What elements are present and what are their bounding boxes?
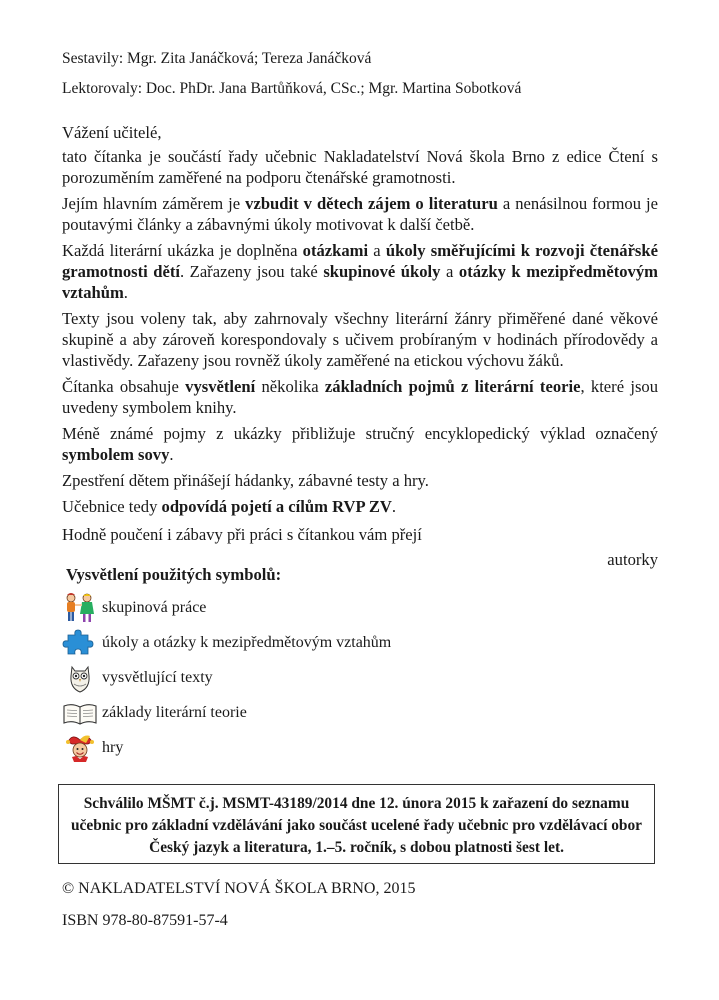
footer bbox=[62, 880, 415, 944]
legend-label-games: hry bbox=[102, 738, 124, 756]
paragraph-7: Zpestření dětem přinášejí hádanky, zábavné testy a hry. bbox=[62, 471, 429, 490]
legend-label-group-work: skupinová práce bbox=[102, 598, 207, 616]
paragraph-2: Jejím hlavním záměrem je vzbudit v dětech zájem o literaturu a nenásilnou formou je poutavými články a zábavnými úkoly motivovat k další četbě. bbox=[62, 194, 658, 234]
legend-label-literary-theory: základy literární teorie bbox=[102, 703, 247, 721]
paragraph-5: Čítanka obsahuje vysvětlení několika základních pojmů z literární teorie, které jsou uvedeny symbolem knihy. bbox=[62, 377, 658, 417]
legend-label-cross-subject: úkoly a otázky k mezipředmětovým vztahům bbox=[102, 633, 392, 651]
paragraph-4: Texty jsou voleny tak, aby zahrnovaly všechny literární žánry přiměřené dané věkové skupině a aby zároveň korespondovaly s učivem probíraným v hodinách přírodovědy a vlastivědy. Zařazeny jsou rovněž úkoly zaměřené na etickou výchovu žáků. bbox=[62, 309, 658, 370]
jester-icon bbox=[62, 732, 98, 764]
legend-title: Vysvětlení použitých symbolů: bbox=[66, 565, 282, 584]
copyright: © NAKLADATELSTVÍ NOVÁ ŠKOLA BRNO, 2015 bbox=[62, 880, 416, 897]
puzzle-piece-icon bbox=[62, 627, 98, 659]
legend-item-explanatory bbox=[62, 660, 482, 695]
open-book-icon bbox=[62, 697, 98, 729]
legend-label-explanatory: vysvětlující texty bbox=[102, 668, 213, 686]
compiled-by: Sestavily: Mgr. Zita Janáčková; Tereza Janáčková bbox=[62, 50, 372, 67]
paragraph-6: Méně známé pojmy z ukázky přibližuje stručný encyklopedický výklad označený symbolem sovy. bbox=[62, 424, 658, 464]
signature: autorky bbox=[607, 550, 658, 569]
legend-item-cross-subject bbox=[62, 625, 482, 660]
isbn: ISBN 978-80-87591-57-4 bbox=[62, 912, 228, 929]
legend-item-literary-theory bbox=[62, 695, 482, 730]
owl-icon bbox=[62, 662, 98, 694]
credits bbox=[62, 50, 521, 110]
symbol-legend bbox=[62, 565, 482, 765]
legend-item-group-work bbox=[62, 590, 482, 625]
group-children-icon bbox=[62, 592, 98, 624]
intro-letter bbox=[62, 122, 658, 570]
reviewed-by: Lektorovaly: Doc. PhDr. Jana Bartůňková, CSc.; Mgr. Martina Sobotková bbox=[62, 80, 522, 97]
paragraph-8: Učebnice tedy odpovídá pojetí a cílům RVP ZV. bbox=[62, 497, 397, 516]
greeting: Vážení učitelé, bbox=[62, 123, 162, 142]
paragraph-3: Každá literární ukázka je doplněna otázkami a úkoly směřujícími k rozvoji čtenářské gramotnosti dětí. Zařazeny jsou také skupinové úkoly a otázky k mezipředmětovým vztahům. bbox=[62, 241, 658, 302]
paragraph-1: tato čítanka je součástí řady učebnic Nakladatelství Nová škola Brno z edice Čtení s porozuměním zaměřené na podporu čtenářské gramotnosti. bbox=[62, 147, 658, 187]
approval-box: Schválilo MŠMT č.j. MSMT-43189/2014 dne 12. února 2015 k zařazení do seznamu učebnic pro základní vzdělávání jako součást ucelené řady učebnic pro vzdělávací obor Český jazyk a literatura, 1.–5. ročník, s dobou platnosti šest let. bbox=[58, 784, 655, 864]
legend-item-games bbox=[62, 730, 482, 765]
closing-line: Hodně poučení i zábavy při práci s čítankou vám přejí bbox=[62, 525, 422, 544]
